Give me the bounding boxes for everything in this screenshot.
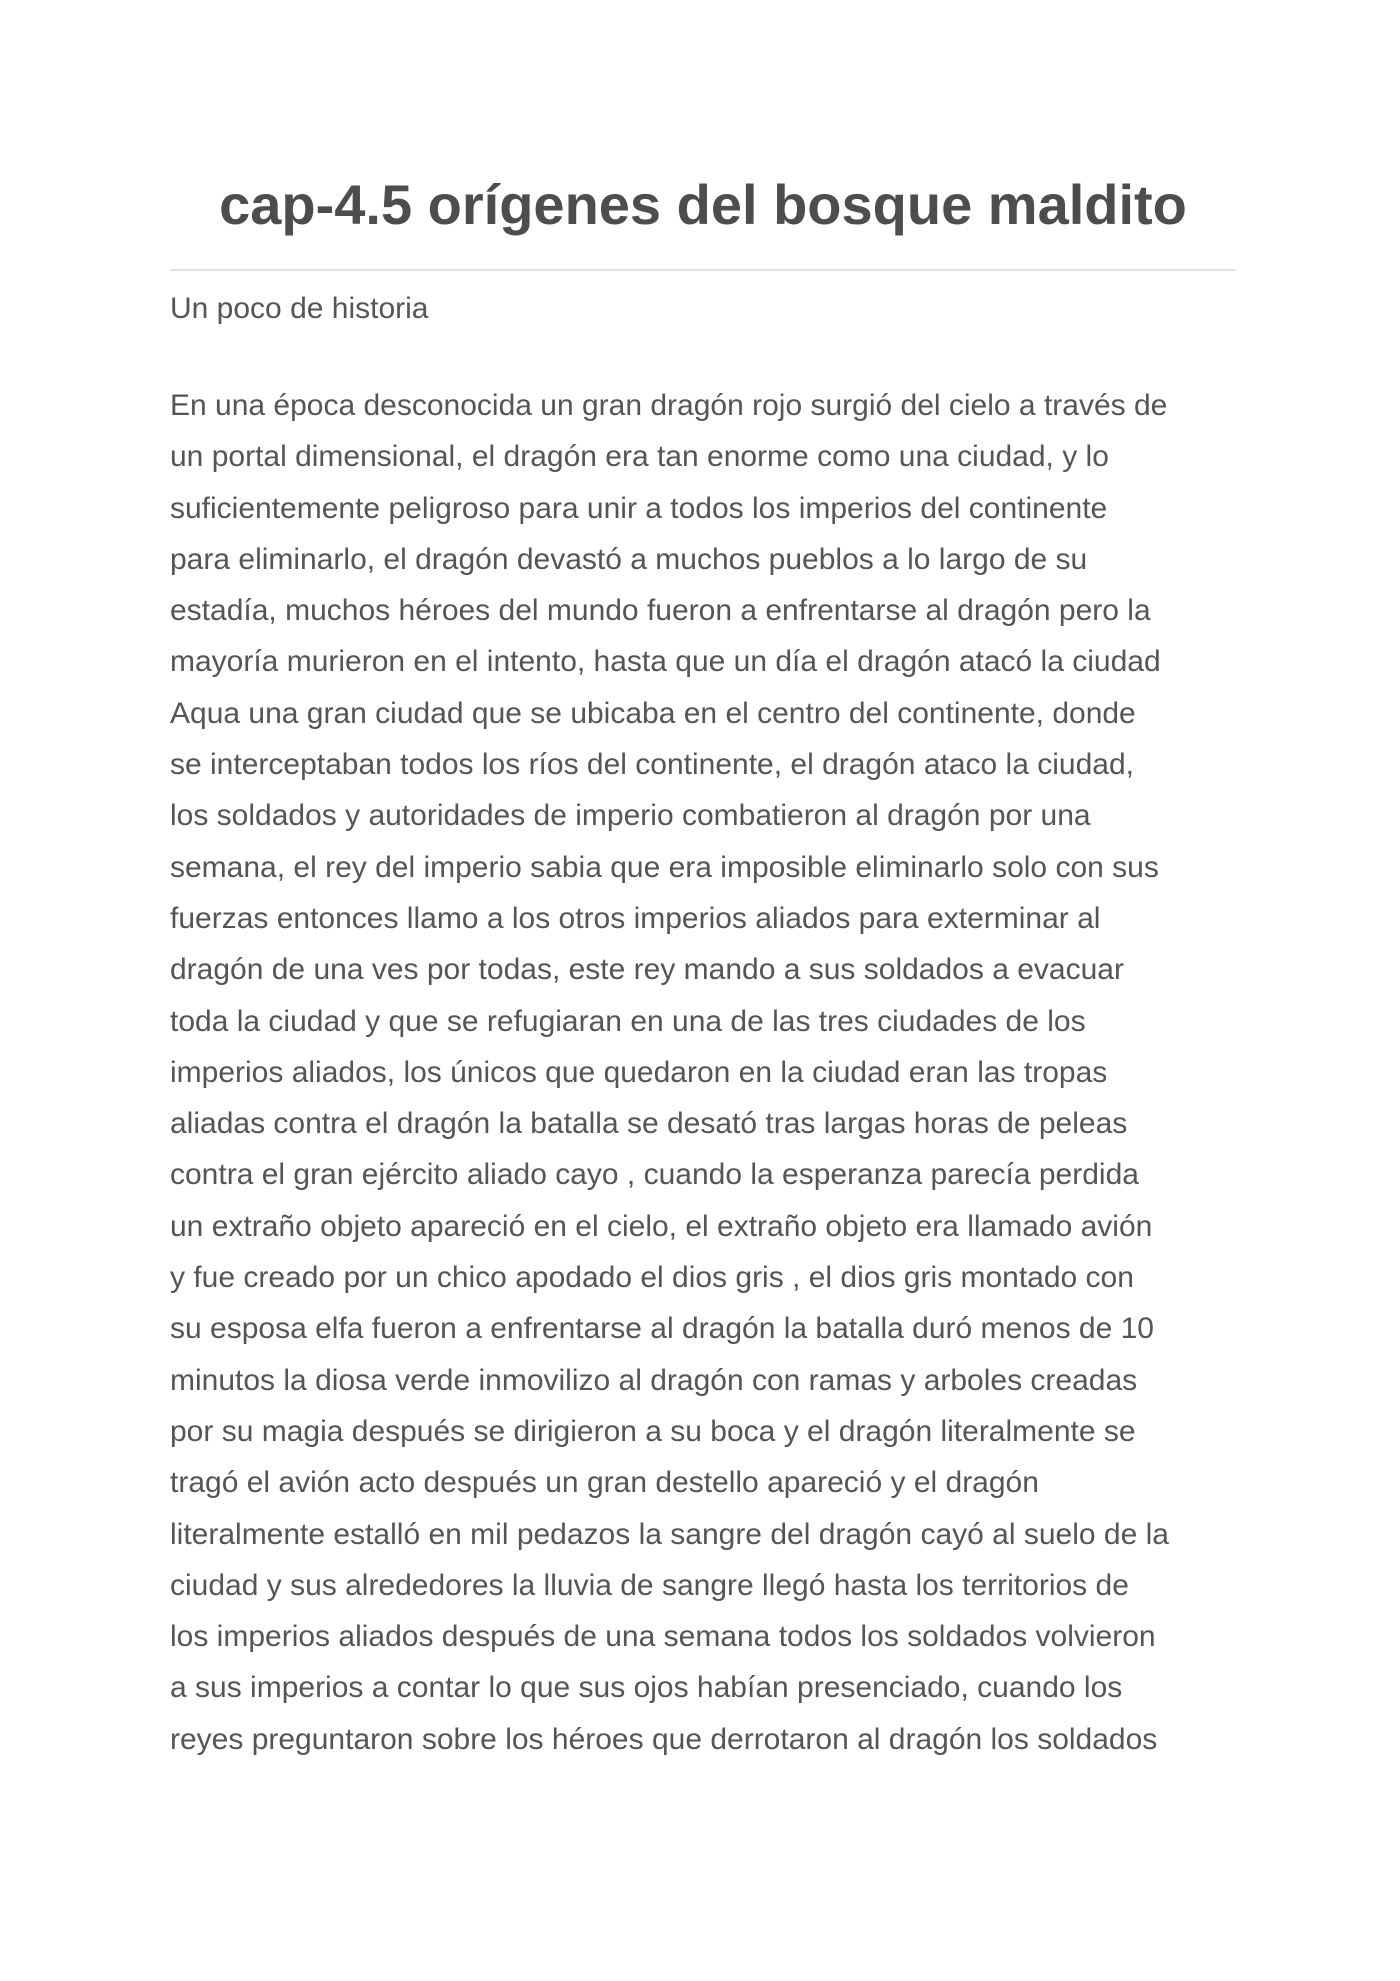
body-line: a sus imperios a contar lo que sus ojos habían presenciado, cuando los (170, 1671, 1123, 1705)
body-line: imperios aliados, los únicos que quedaron en la ciudad eran las tropas (170, 1055, 1108, 1089)
body-line: semana, el rey del imperio sabia que era imposible eliminarlo solo con sus (170, 850, 1159, 884)
body-line: los imperios aliados después de una semana todos los soldados volvieron (170, 1620, 1156, 1654)
document-content (170, 165, 1236, 1765)
body-line: para eliminarlo, el dragón devastó a muchos pueblos a lo largo de su (170, 542, 1088, 576)
body-line: aliadas contra el dragón la batalla se desató tras largas horas de peleas (170, 1107, 1128, 1141)
body-line: reyes preguntaron sobre los héroes que derrotaron al dragón los soldados (170, 1722, 1158, 1756)
page-title: cap-4.5 orígenes del bosque maldito (219, 173, 1187, 236)
body-text (170, 380, 1236, 1765)
body-line: ciudad y sus alrededores la lluvia de sangre llegó hasta los territorios de (170, 1568, 1129, 1602)
body-line: se interceptaban todos los ríos del continente, el dragón ataco la ciudad, (170, 748, 1134, 782)
body-line: En una época desconocida un gran dragón rojo surgió del cielo a través de (170, 389, 1168, 422)
body-line: contra el gran ejército aliado cayo , cuando la esperanza parecía perdida (170, 1158, 1139, 1192)
body-line: por su magia después se dirigieron a su boca y el dragón literalmente se (170, 1414, 1136, 1448)
body-line: tragó el avión acto después un gran destello apareció y el dragón (170, 1466, 1039, 1500)
body-line: toda la ciudad y que se refugiaran en una de las tres ciudades de los (170, 1004, 1086, 1038)
body-line: fuerzas entonces llamo a los otros imperios aliados para exterminar al (170, 901, 1101, 935)
body-line: minutos la diosa verde inmovilizo al dragón con ramas y arboles creadas (170, 1363, 1138, 1397)
body-line: suficientemente peligroso para unir a todos los imperios del continente (170, 491, 1108, 525)
body-line: un portal dimensional, el dragón era tan enorme como una ciudad, y lo (170, 440, 1109, 474)
section-subtitle: Un poco de historia (170, 292, 429, 325)
body-line: mayoría murieron en el intento, hasta que un día el dragón atacó la ciudad (170, 645, 1161, 679)
body-line: y fue creado por un chico apodado el dios gris , el dios gris montado con (170, 1261, 1134, 1295)
body-line: estadía, muchos héroes del mundo fueron a enfrentarse al dragón pero la (170, 594, 1151, 628)
body-line: su esposa elfa fueron a enfrentarse al dragón la batalla duró menos de 10 (170, 1312, 1154, 1346)
title-divider (170, 269, 1236, 271)
body-line: un extraño objeto apareció en el cielo, el extraño objeto era llamado avión (170, 1209, 1153, 1243)
body-line: literalmente estalló en mil pedazos la sangre del dragón cayó al suelo de la (170, 1517, 1169, 1551)
body-line: Aqua una gran ciudad que se ubicaba en el centro del continente, donde (170, 696, 1136, 730)
body-line: dragón de una ves por todas, este rey mando a sus soldados a evacuar (170, 953, 1124, 987)
body-line: los soldados y autoridades de imperio combatieron al dragón por una (170, 799, 1091, 833)
